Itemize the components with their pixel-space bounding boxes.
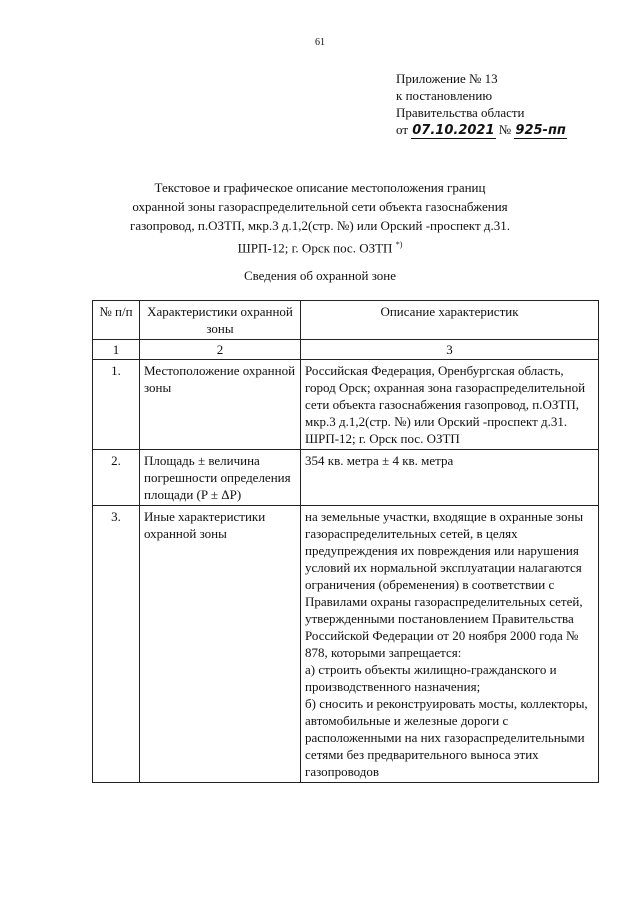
title-line: охранной зоны газораспределительной сети объекта газоснабжения (132, 199, 508, 214)
prohibition-item: а) строить объекты жилищно-гражданского и производственного назначения; (305, 662, 557, 694)
table-row (93, 450, 599, 506)
header-num: № п/п (93, 301, 140, 340)
appendix-line: к постановлению (396, 88, 493, 103)
table-header-row (93, 301, 599, 340)
handwritten-number: 925-пп (515, 123, 566, 138)
row-characteristic: Местоположение охранной зоны (140, 360, 301, 450)
row-characteristic: Площадь ± величина погрешности определения площади (P ± ΔP) (140, 450, 301, 506)
appendix-date-row (396, 121, 567, 139)
row-description: Российская Федерация, Оренбургская область, город Орск; охранная зона газораспределительной сети объекта газоснабжения газопровод, п.ОЗТП, мкр.3 д.1,2(стр. №) или Орский -проспект д.31. ШРП-12; г. Орск пос. ОЗТП (301, 360, 599, 450)
row-num: 2. (93, 450, 140, 506)
row-description: 354 кв. метра ± 4 кв. метра (301, 450, 599, 506)
column-number: 2 (140, 340, 301, 360)
date-prefix: от (396, 122, 409, 137)
table-row (93, 360, 599, 450)
title-line (60, 235, 580, 257)
title-line: Текстовое и графическое описание местоположения границ (154, 180, 486, 195)
header-description: Описание характеристик (301, 301, 599, 340)
header-characteristic: Характеристики охранной зоны (140, 301, 301, 340)
title-line: газопровод, п.ОЗТП, мкр.3 д.1,2(стр. №) или Орский -проспект д.31. (129, 218, 510, 233)
column-number-row (93, 340, 599, 360)
handwritten-date: 07.10.2021 (412, 123, 495, 138)
section-subtitle: Сведения об охранной зоне (243, 268, 397, 283)
table-row (93, 506, 599, 783)
row-num: 3. (93, 506, 140, 783)
row-description (301, 506, 599, 783)
column-number: 1 (93, 340, 140, 360)
document-title (60, 178, 580, 257)
title-line-text: ШРП-12; г. Орск пос. ОЗТП (237, 240, 393, 256)
prohibition-item: б) сносить и реконструировать мосты, коллекторы, автомобильные и железные дороги с расположенными на них газораспределительными сетями без предварительного выноса этих газопроводов (305, 696, 588, 779)
appendix-line: Приложение № 13 (396, 71, 498, 86)
zone-table (92, 300, 599, 783)
row-characteristic: Иные характеристики охранной зоны (140, 506, 301, 783)
appendix-line: Правительства области (396, 105, 525, 120)
number-prefix: № (498, 122, 512, 137)
page-number: 61 (315, 37, 325, 48)
description-paragraph: на земельные участки, входящие в охранные зоны газораспределительных сетей, в целях предупреждения их повреждения или нарушения условий их нормальной эксплуатации налагаются ограничения (обременения) в соответствии с Правилами охраны газораспределительных сетей, утвержденными постановлением Правительства Российской Федерации от 20 ноября 2000 года № 878, которыми запрещается: (305, 509, 584, 660)
row-num: 1. (93, 360, 140, 450)
appendix-block (396, 70, 567, 139)
footnote-mark: *) (395, 240, 403, 249)
column-number: 3 (301, 340, 599, 360)
